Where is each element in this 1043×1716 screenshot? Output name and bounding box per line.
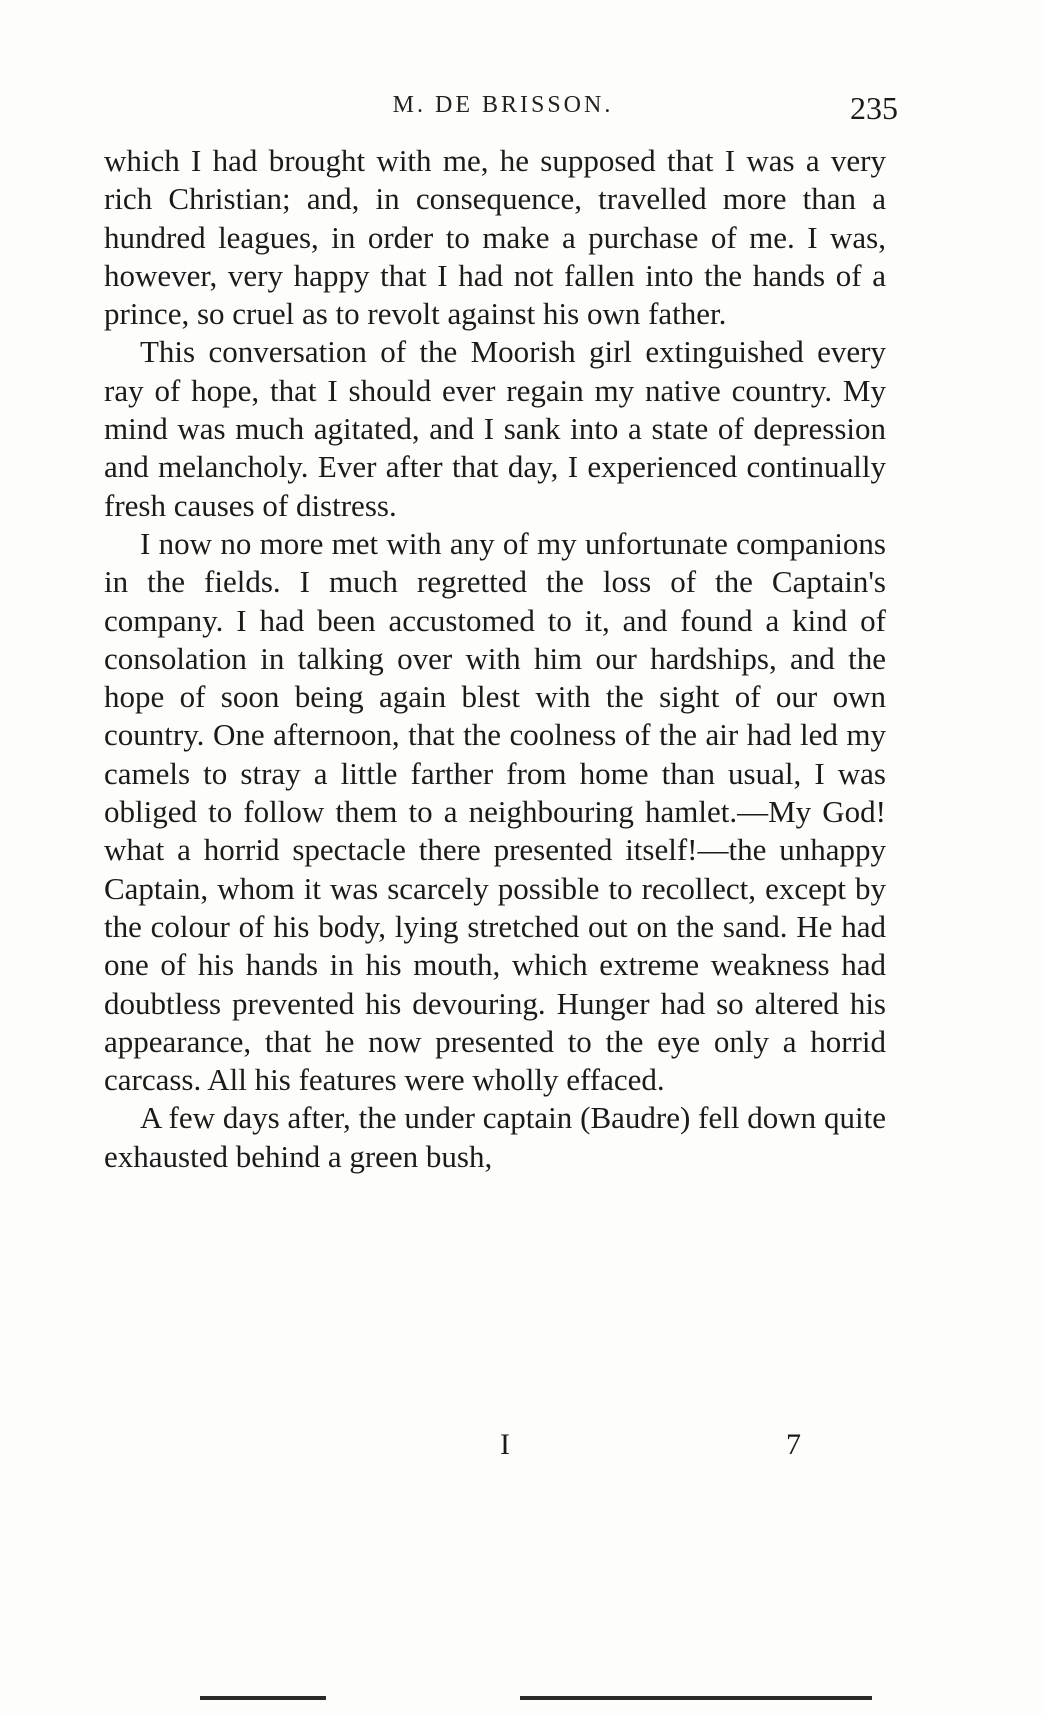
bottom-rule-left <box>200 1696 326 1700</box>
paragraph-continued: which I had brought with me, he supposed that I was a very rich Christian; and, in consequence, travelled more than a hundred leagues, in order to make a purchase of me. I was, however, very happy that I had not fallen into the hands of a prince, so cruel as to revolt against his own father. <box>104 143 886 332</box>
paragraph: I now no more met with any of my unfortunate companions in the fields. I much regretted the loss of the Captain's company. I had been accustomed to it, and found a kind of consolation in talking over with him our hardships, and the hope of soon being again blest with the sight of our own country. One afternoon, that the coolness of the air had led my camels to stray a little farther from home than usual, I was obliged to follow them to a neighbouring hamlet.—My God! what a horrid spectacle there presented itself!—the unhappy Captain, whom it was scarcely possible to recollect, except by the colour of his body, lying stretched out on the sand. He had one of his hands in his mouth, which extreme weakness had doubtless prevented his devouring. Hunger had so altered his appearance, that he now presented to the eye only a horrid carcass. All his features were wholly effaced. <box>104 525 886 1098</box>
page-number: 235 <box>850 90 898 126</box>
bottom-rule-right <box>520 1696 872 1700</box>
running-head: M. DE BRISSON. <box>392 92 614 118</box>
paragraph: This conversation of the Moorish girl extinguished every ray of hope, that I should ever regain my native country. My mind was much agitated, and I sank into a state of depression and melancholy. Ever after that day, I experienced continually fresh causes of distress. <box>104 334 886 523</box>
signature-mark <box>500 1428 830 1468</box>
signature-number: 7 <box>786 1428 801 1461</box>
paragraph: A few days after, the under captain (Baudre) fell down quite exhausted behind a green bush, <box>104 1100 886 1174</box>
signature-letter: I <box>500 1428 510 1461</box>
body-text <box>104 142 886 1176</box>
page-header <box>108 92 898 132</box>
